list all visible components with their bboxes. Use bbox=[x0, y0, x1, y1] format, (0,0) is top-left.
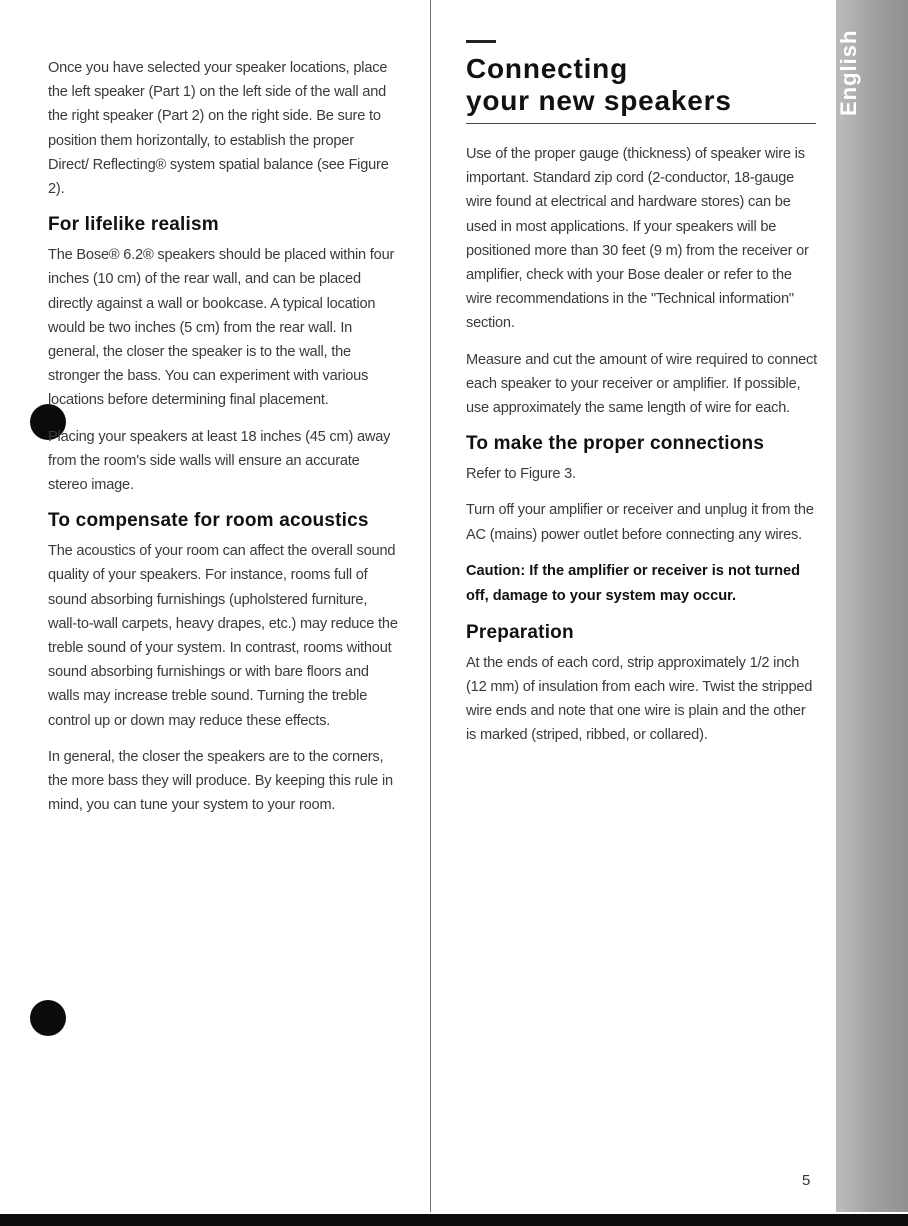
measure-wire-paragraph: Measure and cut the amount of wire required to connect each speaker to your receiver or amplifier. If possible, use approximately the same length of wire for each. bbox=[466, 351, 818, 417]
caution-notice: Caution: If the amplifier or receiver is not turned off, damage to your system may occur. bbox=[466, 562, 801, 604]
side-walls-paragraph: Placing your speakers at least 18 inches (45 cm) away from the room's side walls will ensure an accurate stereo image. bbox=[48, 428, 391, 494]
heading-room-acoustics: To compensate for room acoustics bbox=[48, 510, 369, 532]
title-underline bbox=[466, 123, 816, 124]
figure-reference: Refer to Figure 3. bbox=[466, 466, 576, 483]
bottom-edge-bar bbox=[0, 1214, 908, 1226]
intro-paragraph: Once you have selected your speaker locations, place the left speaker (Part 1) on the left side of the wall and the right speaker (Part 2) on the right side. Be sure to position them horizontally, to establish the proper Direct/ Reflecting® system spatial balance (see Figure 2). bbox=[48, 60, 389, 198]
corners-paragraph: In general, the closer the speakers are to the corners, the more bass they will produce. By keeping this rule in mind, you can tune your system to your room. bbox=[48, 748, 393, 814]
placement-paragraph: The Bose® 6.2® speakers should be placed within four inches (10 cm) of the rear wall, and can be placed directly against a wall or bookcase. A typical location would be two inches (5 cm) from the rear wall. In general, the closer the speaker is to the wall, the stronger the bass. You can experiment with various locations before determining final placement. bbox=[48, 247, 395, 409]
right-column bbox=[466, 40, 818, 760]
wire-gauge-paragraph: Use of the proper gauge (thickness) of speaker wire is important. Standard zip cord (2-conductor, 18-gauge wire found at electrical and hardware stores) can be used in most applications. If your speakers will be positioned more than 30 feet (9 m) from the receiver or amplifier, check with your Bose dealer or refer to the wire recommendations in the "Technical information" section. bbox=[466, 146, 809, 332]
language-tab bbox=[836, 0, 908, 1212]
page-title-line-1: Connecting bbox=[466, 53, 628, 84]
heading-preparation: Preparation bbox=[466, 621, 574, 643]
title-accent-rule bbox=[466, 40, 496, 43]
heading-lifelike-realism: For lifelike realism bbox=[48, 214, 219, 236]
heading-proper-connections: To make the proper connections bbox=[466, 433, 765, 455]
page-title-line-2: your new speakers bbox=[466, 85, 732, 116]
power-off-paragraph: Turn off your amplifier or receiver and unplug it from the AC (mains) power outlet before connecting any wires. bbox=[466, 502, 814, 543]
left-column bbox=[48, 56, 398, 829]
binder-hole-bottom bbox=[30, 1000, 66, 1036]
column-divider bbox=[430, 0, 431, 1212]
acoustics-paragraph: The acoustics of your room can affect the overall sound quality of your speakers. For instance, rooms full of sound absorbing furnishings (upholstered furniture, wall-to-wall carpets, heavy drapes, etc.) may reduce the treble sound of your system. In contrast, rooms without sound absorbing furnishings or with bare floors and walls may increase treble sound. Turning the treble control up or down may reduce these effects. bbox=[48, 543, 398, 729]
page-number: 5 bbox=[802, 1172, 811, 1189]
language-tab-label: English bbox=[836, 30, 861, 117]
strip-insulation-paragraph: At the ends of each cord, strip approximately 1/2 inch (12 mm) of insulation from each wire. Twist the stripped wire ends and note that one wire is plain and the other is marked (striped, ribbed, or collared). bbox=[466, 654, 813, 744]
